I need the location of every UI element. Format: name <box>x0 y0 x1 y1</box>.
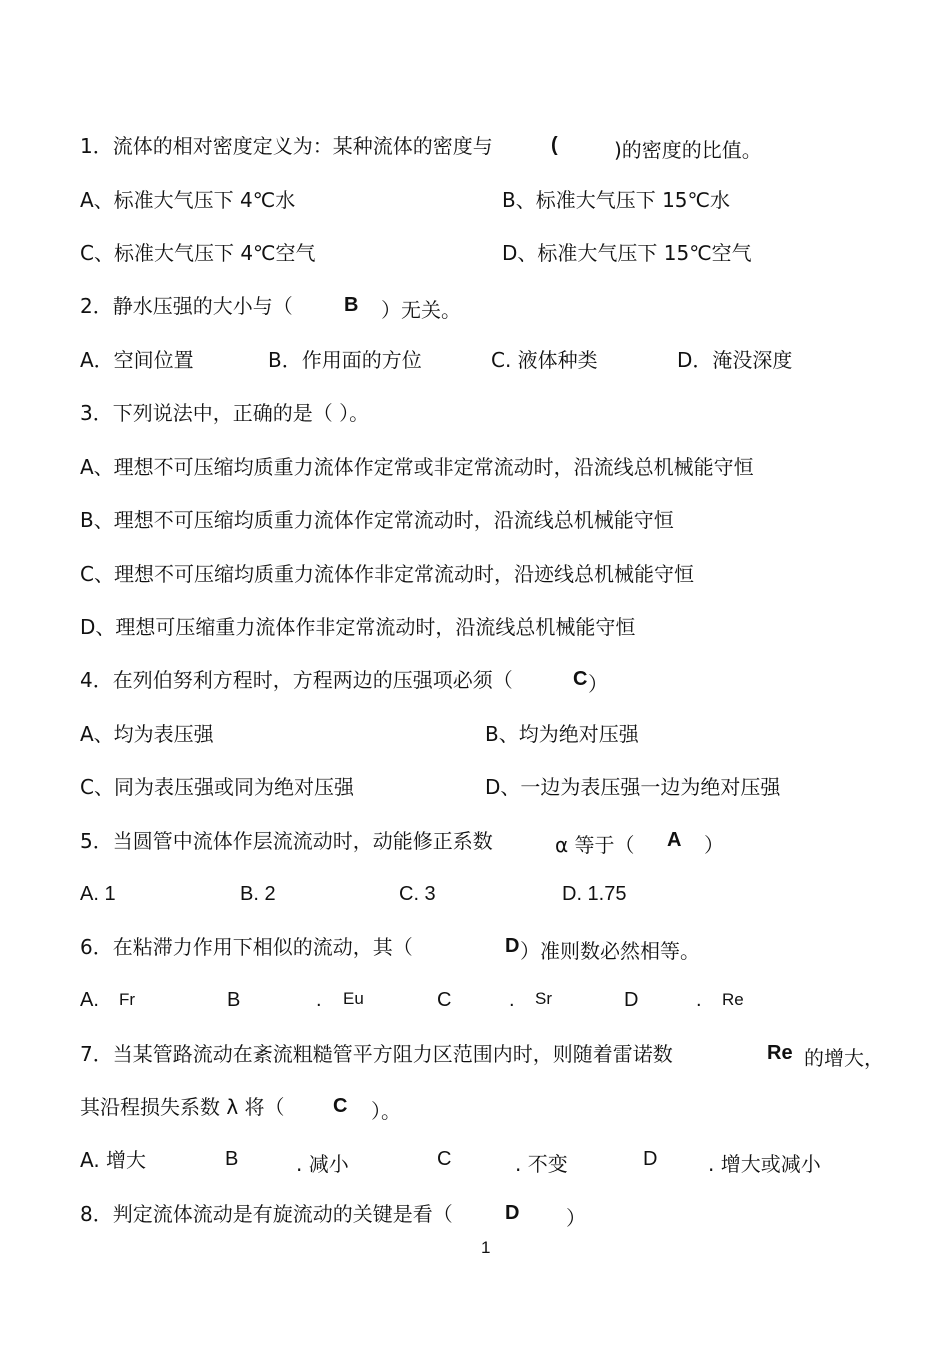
question-2-option-b: B．作用面的方位 <box>268 348 422 372</box>
question-6-option-d-letter: D <box>624 989 639 1011</box>
question-6-option-b-text: Eu <box>343 989 364 1008</box>
question-3-option-d: D、理想可压缩重力流体作非定常流动时，沿流线总机械能守恒 <box>80 615 636 639</box>
question-7-option-d-text: . 增大或减小 <box>708 1152 821 1176</box>
question-3-option-b: B、理想不可压缩均质重力流体作定常流动时，沿流线总机械能守恒 <box>80 508 674 532</box>
question-4-option-d: D、一边为表压强一边为绝对压强 <box>485 775 781 799</box>
question-5-stem: 5．当圆管中流体作层流流动时，动能修正系数 <box>80 829 493 853</box>
question-5-option-c: C. 3 <box>399 883 436 905</box>
question-6-stem-end: ）准则数必然相等。 <box>520 939 700 963</box>
question-7-option-a: A. 增大 <box>80 1148 147 1172</box>
question-4-option-c: C、同为表压强或同为绝对压强 <box>80 775 354 799</box>
question-6-option-a-letter: A. <box>80 989 99 1011</box>
question-3-option-c: C、理想不可压缩均质重力流体作非定常流动时，沿迹线总机械能守恒 <box>80 562 694 586</box>
question-6-option-b-dot: . <box>316 989 322 1011</box>
question-1-stem <box>80 134 493 158</box>
question-5-option-a: A. 1 <box>80 883 116 905</box>
question-8-stem-end: ） <box>566 1206 586 1230</box>
question-2-option-d: D．淹没深度 <box>677 348 793 372</box>
question-7-stem-line2: 其沿程损失系数 λ 将（ <box>80 1095 285 1119</box>
question-5-option-d: D. 1.75 <box>562 883 627 905</box>
question-7-option-c-text: . 不变 <box>515 1152 568 1176</box>
question-5-option-b: B. 2 <box>240 883 276 905</box>
question-2-option-a: A．空间位置 <box>80 348 194 372</box>
question-4-option-a: A、均为表压强 <box>80 722 214 746</box>
question-6-stem: 6．在粘滞力作用下相似的流动，其（ <box>80 935 413 959</box>
question-5-stem-end: ） <box>704 833 724 857</box>
question-5-stem-mid: α 等于（ <box>555 833 635 857</box>
question-6-option-d-text: Re <box>722 990 744 1009</box>
question-2-stem: 2．静水压强的大小与（ <box>80 294 293 318</box>
question-7-stem-line2-end: ）。 <box>371 1099 401 1123</box>
question-2-stem-end: ）无关。 <box>381 298 461 322</box>
question-8-stem: 8．判定流体流动是有旋流动的关键是看（ <box>80 1202 453 1226</box>
page-number: 1 <box>481 1238 491 1257</box>
question-7-option-c-letter: C <box>437 1148 452 1170</box>
question-8-answer: D <box>505 1202 520 1224</box>
question-7-option-b-text: . 减小 <box>296 1152 349 1176</box>
question-1-paren: ( <box>551 134 558 156</box>
question-1-stem-text: 1．流体的相对密度定义为：某种流体的密度与 <box>80 134 493 158</box>
question-7-stem: 7．当某管路流动在紊流粗糙管平方阻力区范围内时，则随着雷诺数 <box>80 1042 673 1066</box>
question-6-option-c-letter: C <box>437 989 452 1011</box>
question-6-answer: D <box>505 935 520 957</box>
question-7-option-d-letter: D <box>643 1148 658 1170</box>
question-6-option-b-letter: B <box>227 989 241 1011</box>
question-7-option-b-letter: B <box>225 1148 239 1170</box>
question-1-option-d: D、标准大气压下 15℃空气 <box>502 241 752 265</box>
question-4-stem: 4．在列伯努利方程时，方程两边的压强项必须（ <box>80 668 513 692</box>
question-6-option-d-dot: . <box>696 989 702 1011</box>
question-2-option-c: C. 液体种类 <box>491 348 598 372</box>
question-7-stem-end: 的增大， <box>804 1046 884 1070</box>
question-6-option-a-text: Fr <box>119 990 136 1009</box>
question-6-option-c-text: Sr <box>535 989 552 1008</box>
question-7-re: Re <box>767 1042 793 1064</box>
question-2-answer: B <box>344 294 359 316</box>
question-1-option-c: C、标准大气压下 4℃空气 <box>80 241 316 265</box>
question-4-stem-end: ） <box>588 672 608 696</box>
question-4-option-b: B、均为绝对压强 <box>485 722 639 746</box>
question-1-option-b: B、标准大气压下 15℃水 <box>502 188 730 212</box>
question-6-option-c-dot: . <box>509 989 515 1011</box>
question-1-stem-end: )的密度的比值。 <box>614 138 762 162</box>
question-3-stem: 3．下列说法中，正确的是（ ）。 <box>80 401 370 425</box>
question-5-answer: A <box>667 829 682 851</box>
question-3-option-a: A、理想不可压缩均质重力流体作定常或非定常流动时，沿流线总机械能守恒 <box>80 455 754 479</box>
question-7-answer: C <box>333 1095 348 1117</box>
question-1-option-a: A、标准大气压下 4℃水 <box>80 188 296 212</box>
question-4-answer: C <box>573 668 588 690</box>
